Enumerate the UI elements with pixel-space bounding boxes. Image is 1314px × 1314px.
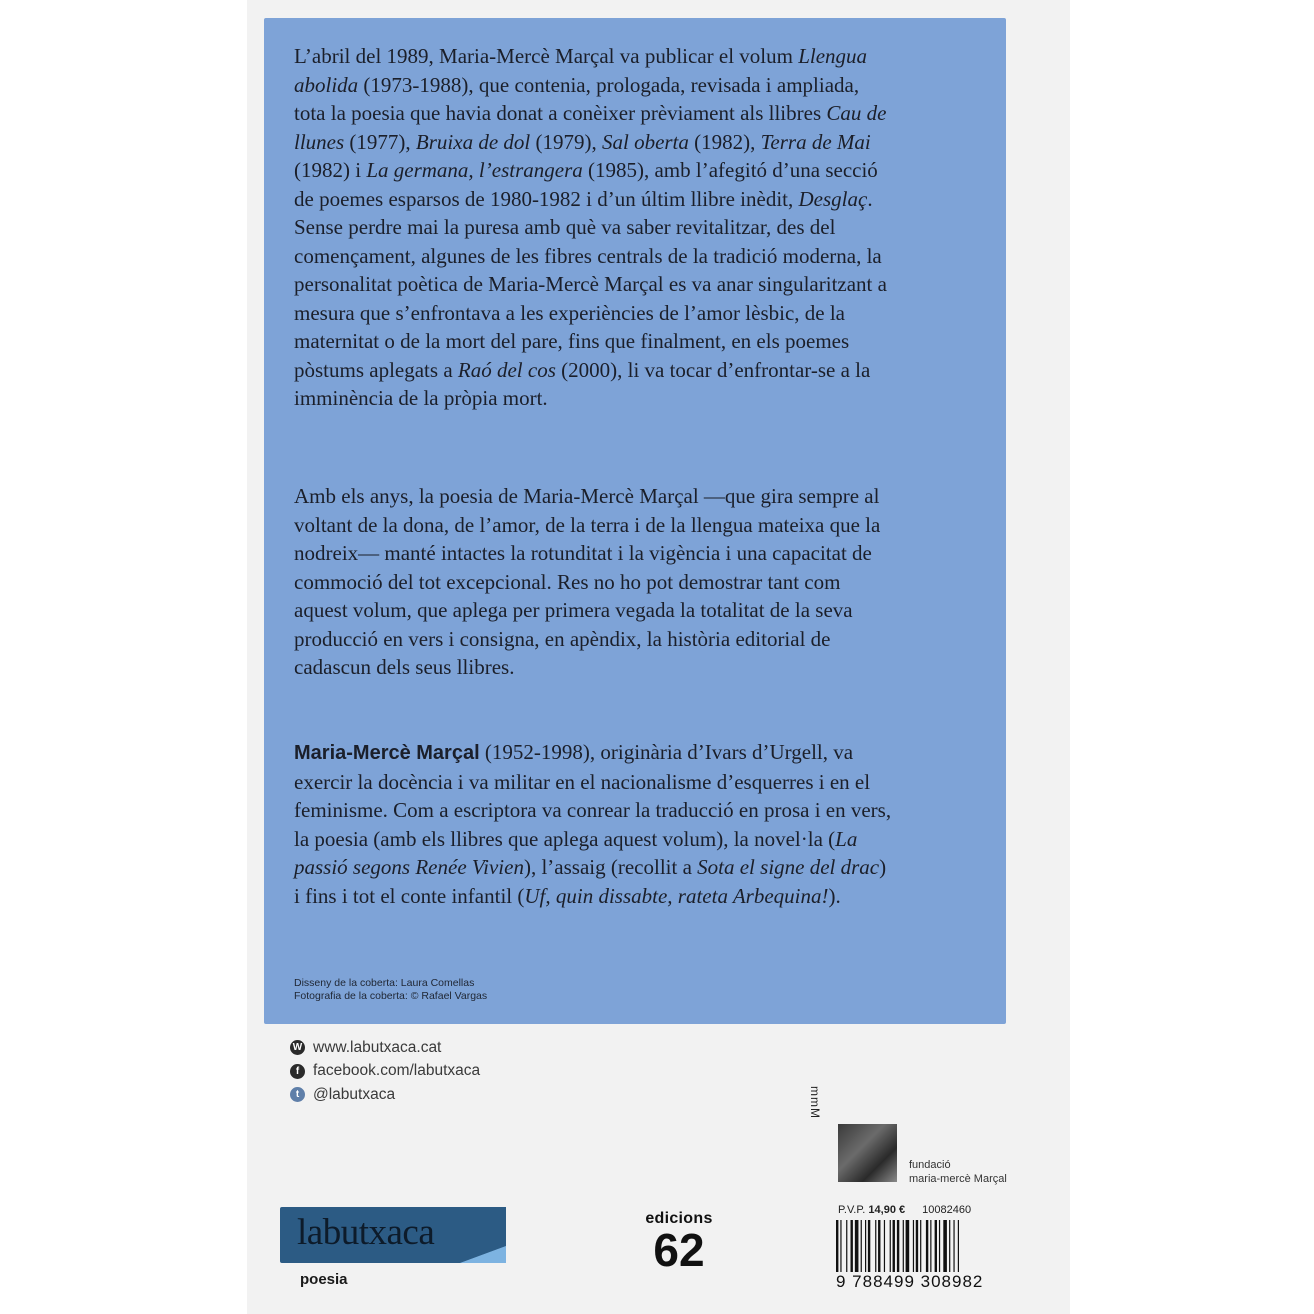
book-title: Sota el signe del drac <box>697 855 880 879</box>
text-run: (1979), <box>530 129 602 154</box>
collection-label: poesia <box>300 1271 348 1288</box>
text-run: (1977), <box>344 129 416 154</box>
barcode-bar <box>930 1220 931 1272</box>
text-run: (1973-1988), que contenia, prologada, revisada i ampliada, tota la poesia que havia donat a conèixer prèviament als llibres <box>294 72 860 125</box>
book-title: La passió segons Renée Vivien <box>294 826 858 879</box>
book-title: Terra de Mai <box>760 129 871 154</box>
text-run: L’abril del 1989, Maria-Mercè Marçal va publicar el volum <box>294 44 799 68</box>
publisher-links <box>290 1036 480 1107</box>
barcode-bar <box>958 1220 959 1272</box>
edicions-62-logo <box>639 1210 719 1276</box>
text-run: ). <box>828 883 841 908</box>
twitter-link-row <box>290 1083 480 1107</box>
barcode-bar <box>943 1220 947 1272</box>
barcode-bar <box>865 1220 866 1272</box>
foundation-name <box>909 1158 1007 1186</box>
barcode-bar <box>903 1220 904 1272</box>
facebook-link-row <box>290 1060 480 1084</box>
text-run: (2000), li va tocar d’enfrontar-se a la imminència de la pròpia mort. <box>294 357 871 410</box>
barcode-bar <box>855 1220 859 1272</box>
book-title: Desglaç <box>798 186 868 211</box>
barcode-bar <box>926 1220 928 1272</box>
foundation-photo <box>838 1124 897 1182</box>
text-run: . Sense perdre mai la puresa amb què va saber revitalitzar, des del començament, algunes de les fibres centrals de la tradició moderna, la personalitat poètica de Maria-Mercè Marçal es va anar singularitzant a mesura que s’enfrontava a les experiències de l’amor lèsbic, de la maternitat o de la mort del pare, fins que finalment, en els poemes pòstums aplegats a <box>294 186 887 382</box>
design-credit: Disseny de la coberta: Laura Comellas <box>294 977 475 989</box>
book-title: Sal oberta <box>601 129 689 154</box>
twitter-icon: t <box>290 1087 305 1102</box>
barcode-bar <box>890 1220 891 1272</box>
barcode-bar <box>878 1220 880 1272</box>
photo-credit: Fotografia de la coberta: © Rafael Vargas <box>294 990 488 1002</box>
price-value: 14,90 € <box>868 1204 906 1216</box>
book-title: Bruixa de dol <box>415 129 531 154</box>
product-code: 10082460 <box>922 1204 972 1216</box>
web-icon: W <box>290 1040 305 1055</box>
web-link-row <box>290 1036 480 1060</box>
text-run: (1952-1998), originària d’Ivars d’Urgell, va exercir la docència i va militar en el nacionalisme d’esquerres i en el feminisme. Com a escriptora va conrear la traducció en prosa i en vers, la poesia (amb els llibres que aplega aquest volum), la novel·la ( <box>294 740 892 851</box>
barcode-bar <box>884 1220 885 1272</box>
isbn-number: 9 788499 308982 <box>836 1272 984 1291</box>
barcode-bar <box>897 1220 899 1272</box>
barcode-bar <box>836 1220 838 1272</box>
web-link[interactable]: www.labutxaca.cat <box>313 1038 442 1056</box>
barcode-bar <box>893 1220 895 1272</box>
author-name: Maria-Mercè Marçal <box>294 742 480 764</box>
barcode-bar <box>868 1220 870 1272</box>
text-run: ), l’assaig (recollit a <box>523 855 698 879</box>
twitter-link[interactable]: @labutxaca <box>313 1085 396 1103</box>
text-run: (1985), amb l’afegitó d’una secció de poemes esparsos de 1980-1982 i d’un últim llibre inèdit, <box>294 158 878 211</box>
barcode-bar <box>840 1220 841 1272</box>
book-title: Uf, quin dissabte, rateta Arbequina! <box>524 883 829 908</box>
blurb-paragraph-2: Amb els anys, la poesia de Maria-Mercè Marçal —que gira sempre al voltant de la dona, de l’amor, de la terra i de la llengua mateixa que la nodreix— manté intactes la rotunditat i la vigència i una capacitat de commoció del tot excepcional. Res no ho pot demostrar tant com aquest volum, que aplega per primera vegada la totalitat de la seva producció en vers i consigna, en apèndix, la història editorial de cadascun dels seus llibres. <box>294 484 881 679</box>
barcode-bar <box>920 1220 921 1272</box>
barcode-bar <box>906 1220 910 1272</box>
barcode-bar <box>875 1220 876 1272</box>
book-title: Llengua abolida <box>294 44 868 97</box>
barcode-bar <box>846 1220 847 1272</box>
facebook-link[interactable]: facebook.com/labutxaca <box>313 1062 481 1080</box>
text-run: (1982), <box>688 129 761 154</box>
facebook-icon: f <box>290 1064 305 1079</box>
barcode-bar <box>953 1220 954 1272</box>
barcode-bar <box>851 1220 853 1272</box>
author-bio <box>294 738 894 910</box>
barcode-bar <box>913 1220 914 1272</box>
edicions-number: 62 <box>653 1224 705 1276</box>
barcode-bar <box>935 1220 937 1272</box>
price-line <box>838 1204 971 1216</box>
book-title: Raó del cos <box>457 357 556 382</box>
foundation-line-1: fundació <box>909 1159 951 1171</box>
text-run: ) i fins i tot el conte infantil ( <box>294 855 887 908</box>
blurb-paragraph-1 <box>294 42 894 413</box>
cover-credits <box>294 977 487 1003</box>
logo-text: labutxaca <box>297 1212 435 1253</box>
book-title: Cau de llunes <box>294 101 887 154</box>
barcode-bar <box>916 1220 918 1272</box>
edicions-label: edicions <box>645 1210 713 1227</box>
foundation-mark: mmM <box>808 1086 822 1119</box>
barcode-bar <box>949 1220 950 1272</box>
text-run: (1982) i <box>294 158 367 182</box>
barcode-bar <box>861 1220 862 1272</box>
price-label: P.V.P. <box>838 1204 866 1216</box>
book-title: La germana, l’estrangera <box>366 158 583 182</box>
foundation-line-2: maria-mercè Marçal <box>909 1173 1007 1185</box>
barcode-bar <box>939 1220 940 1272</box>
barcode <box>836 1220 1026 1272</box>
labutxaca-logo <box>280 1207 506 1263</box>
